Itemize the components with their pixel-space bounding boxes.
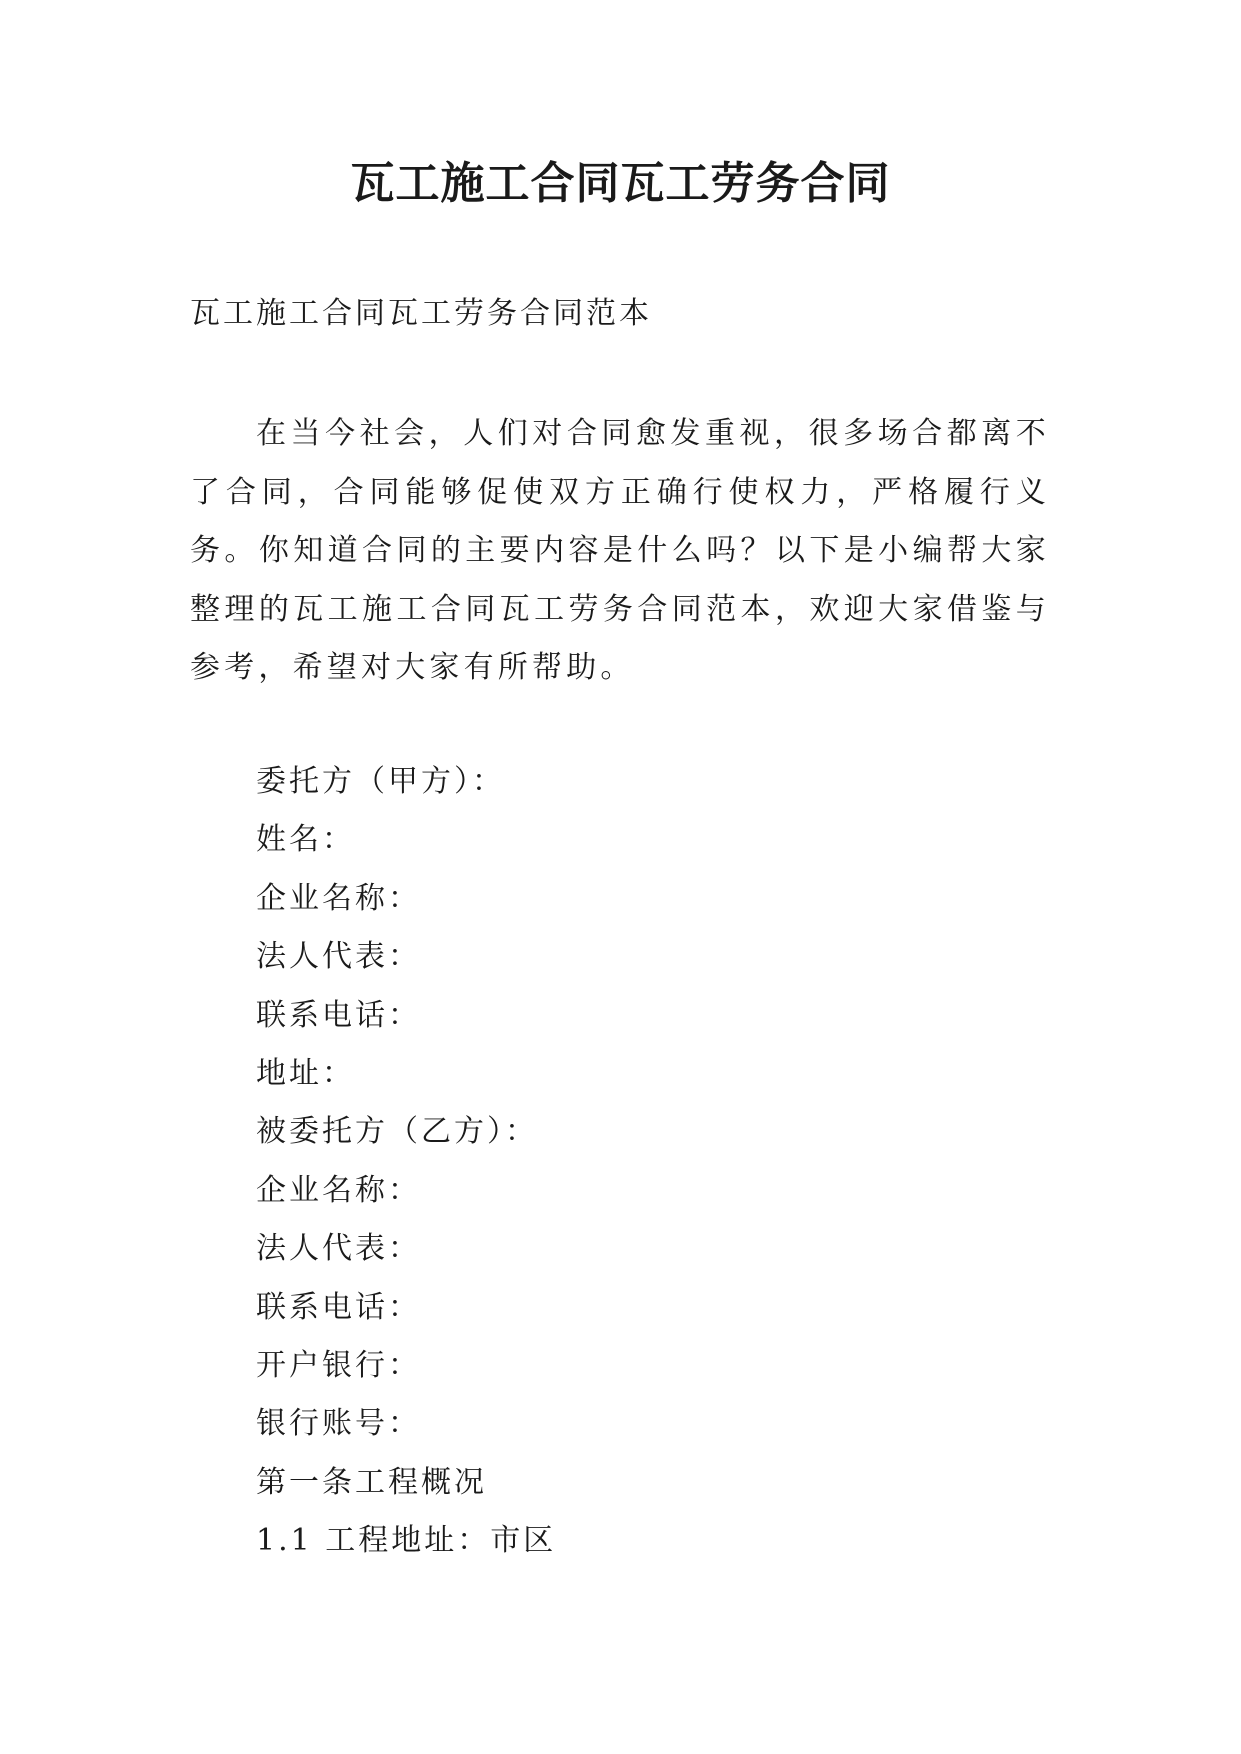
document-title: 瓦工施工合同瓦工劳务合同	[350, 158, 891, 209]
intro-paragraph: 在当今社会，人们对合同愈发重视，很多场合都离不了合同，合同能够促使双方正确行使权力，严格履行义务。你知道合同的主要内容是什么吗？以下是小编帮大家整理的瓦工施工合同瓦工劳务合同范本，欢迎大家借鉴与参考，希望对大家有所帮助。	[190, 416, 1050, 685]
field-address-a: 地址：	[256, 1055, 355, 1091]
field-company-b: 企业名称：	[256, 1172, 421, 1208]
field-legal-rep-a: 法人代表：	[256, 939, 421, 975]
field-phone-a: 联系电话：	[256, 997, 421, 1033]
field-phone-b: 联系电话：	[256, 1289, 421, 1325]
contract-fields	[256, 753, 556, 1570]
field-party-a: 委托方（甲方）：	[256, 764, 505, 799]
field-name: 姓名：	[256, 822, 355, 858]
section-heading-1: 第一条工程概况	[256, 1464, 487, 1500]
document-subtitle: 瓦工施工合同瓦工劳务合同范本	[190, 296, 652, 331]
field-party-b: 被委托方（乙方）：	[256, 1114, 538, 1150]
field-bank-account: 银行账号：	[256, 1406, 421, 1442]
field-bank: 开户银行：	[256, 1347, 421, 1383]
clause-1-1: 1.1 工程地址：市区	[256, 1523, 557, 1559]
field-legal-rep-b: 法人代表：	[256, 1231, 421, 1267]
field-company-a: 企业名称：	[256, 880, 421, 916]
